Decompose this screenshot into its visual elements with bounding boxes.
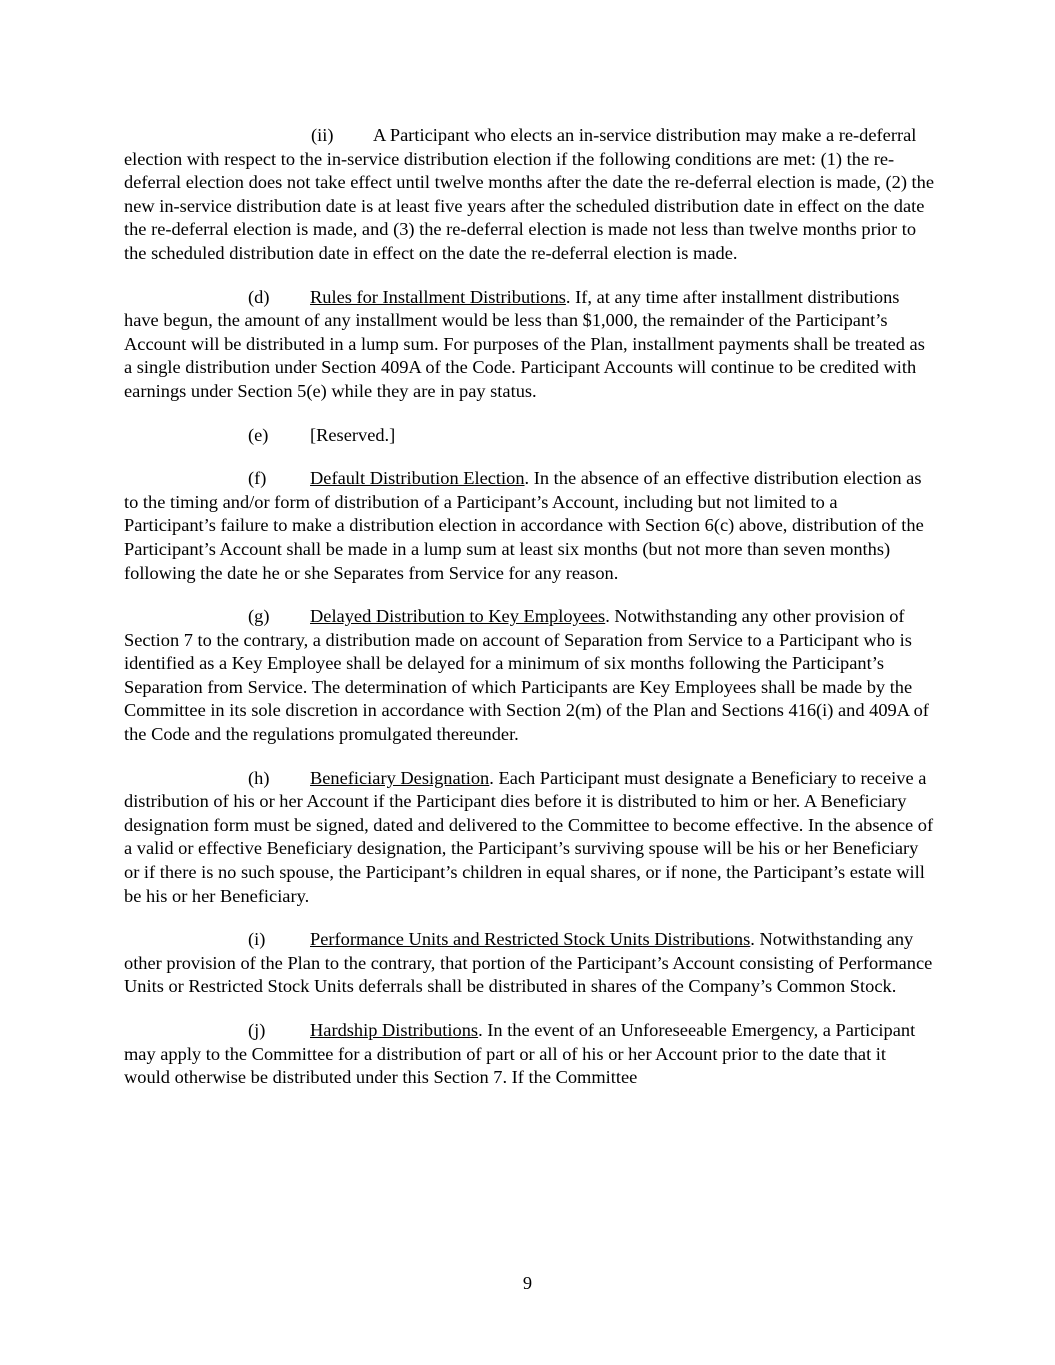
paragraph-title: Hardship Distributions <box>310 1020 479 1040</box>
paragraph-body: A Participant who elects an in-service distribution may make a re-deferral election with respect to the in-service distribution election if the following conditions are met: (1) the re-deferral election does not take effect until twelve months after the date the re-deferral election is made, (2) the new in-service distribution date is at least five years after the scheduled distribution date in effect on the date the re-deferral election is made, and (3) the re-deferral election is made not less than twelve months prior to the scheduled distribution date in effect on the date the re-deferral election is made. <box>124 125 935 263</box>
paragraph-number: (h) <box>248 767 270 788</box>
paragraph-title: Default Distribution Election <box>310 468 525 489</box>
paragraph-body: Notwithstanding any other provision of Section 7 to the contrary, a distribution made on account of Separation from Service to a Participant who is identified as a Key Employee shall be delayed for a minimum of six months following the Participant’s Separation from Service. The determination of which Participants are Key Employees shall be made by the Committee in its sole discretion in accordance with Section 2(m) of the Plan and Sections 416(i) and 409A of the Code and the regulations promulgated thereunder. <box>124 606 929 745</box>
paragraph-ii <box>124 124 934 266</box>
paragraph-body: In the event of an Unforeseeable Emergency, a Participant may apply to the Committee for a distribution of part or all of his or her Account prior to the date that it would otherwise be distributed under this Section 7. If the Committee <box>124 1020 916 1088</box>
paragraph-number: (i) <box>248 929 266 950</box>
paragraph-title-suffix: . <box>565 286 571 307</box>
paragraph-body: If, at any time after installment distributions have begun, the amount of any installment would be less than $1,000, the remainder of the Participant’s Account will be distributed in a lump sum. For purposes of the Plan, installment payments shall be treated as a single distribution under Section 409A of the Code. Participant Accounts will continue to be credited with earnings under Section 5(e) while they are in pay status. <box>124 286 925 401</box>
paragraph-title-suffix: . <box>750 929 755 950</box>
paragraph-title-suffix: . <box>489 767 494 788</box>
paragraph-number: (j) <box>248 1020 266 1040</box>
paragraph-i <box>124 928 934 999</box>
paragraph-number: (ii) <box>311 125 334 145</box>
paragraph-f <box>124 467 934 585</box>
paragraph-number: (f) <box>248 468 267 489</box>
paragraph-d <box>124 286 934 404</box>
paragraph-h <box>124 767 934 909</box>
paragraph-g <box>124 605 934 747</box>
paragraph-title: Performance Units and Restricted Stock Units Distributions <box>310 929 751 950</box>
paragraph-number: (e) <box>248 424 269 445</box>
paragraph-body: In the absence of an effective distribution election as to the timing and/or form of distribution of a Participant’s Account, including but not limited to a Participant’s failure to make a distribution election in accordance with Section 6(c) above, distribution of the Participant’s Account shall be made in a lump sum at least six months (but not more than seven months) following the date he or she Separates from Service for any reason. <box>124 468 924 583</box>
paragraph-body: [Reserved.] <box>310 424 396 445</box>
paragraph-title: Delayed Distribution to Key Employees <box>310 606 606 627</box>
paragraph-number: (d) <box>248 286 270 307</box>
paragraph-title-suffix: . <box>605 606 610 627</box>
paragraph-number: (g) <box>248 606 270 627</box>
paragraph-title-suffix: . <box>524 468 530 489</box>
paragraph-title: Rules for Installment Distributions <box>310 286 566 307</box>
page-number: 9 <box>522 1273 533 1293</box>
document-page <box>124 124 934 1110</box>
paragraph-j <box>124 1019 934 1090</box>
paragraph-body: Notwithstanding any other provision of the Plan to the contrary, that portion of the Participant’s Account consisting of Performance Units or Restricted Stock Units deferrals shall be distributed in shares of the Company’s Common Stock. <box>124 929 933 997</box>
paragraph-title-suffix: . <box>478 1020 483 1040</box>
paragraph-e <box>124 424 934 448</box>
paragraph-body: Each Participant must designate a Beneficiary to receive a distribution of his or her Account if the Participant dies before it is distributed to him or her. A Beneficiary designation form must be signed, dated and delivered to the Committee to become effective. In the absence of a valid or effective Beneficiary designation, the Participant’s surviving spouse will be his or her Beneficiary or if there is no such spouse, the Participant’s children in equal shares, or if none, the Participant’s estate will be his or her Beneficiary. <box>124 767 934 906</box>
paragraph-title: Beneficiary Designation <box>310 767 490 788</box>
